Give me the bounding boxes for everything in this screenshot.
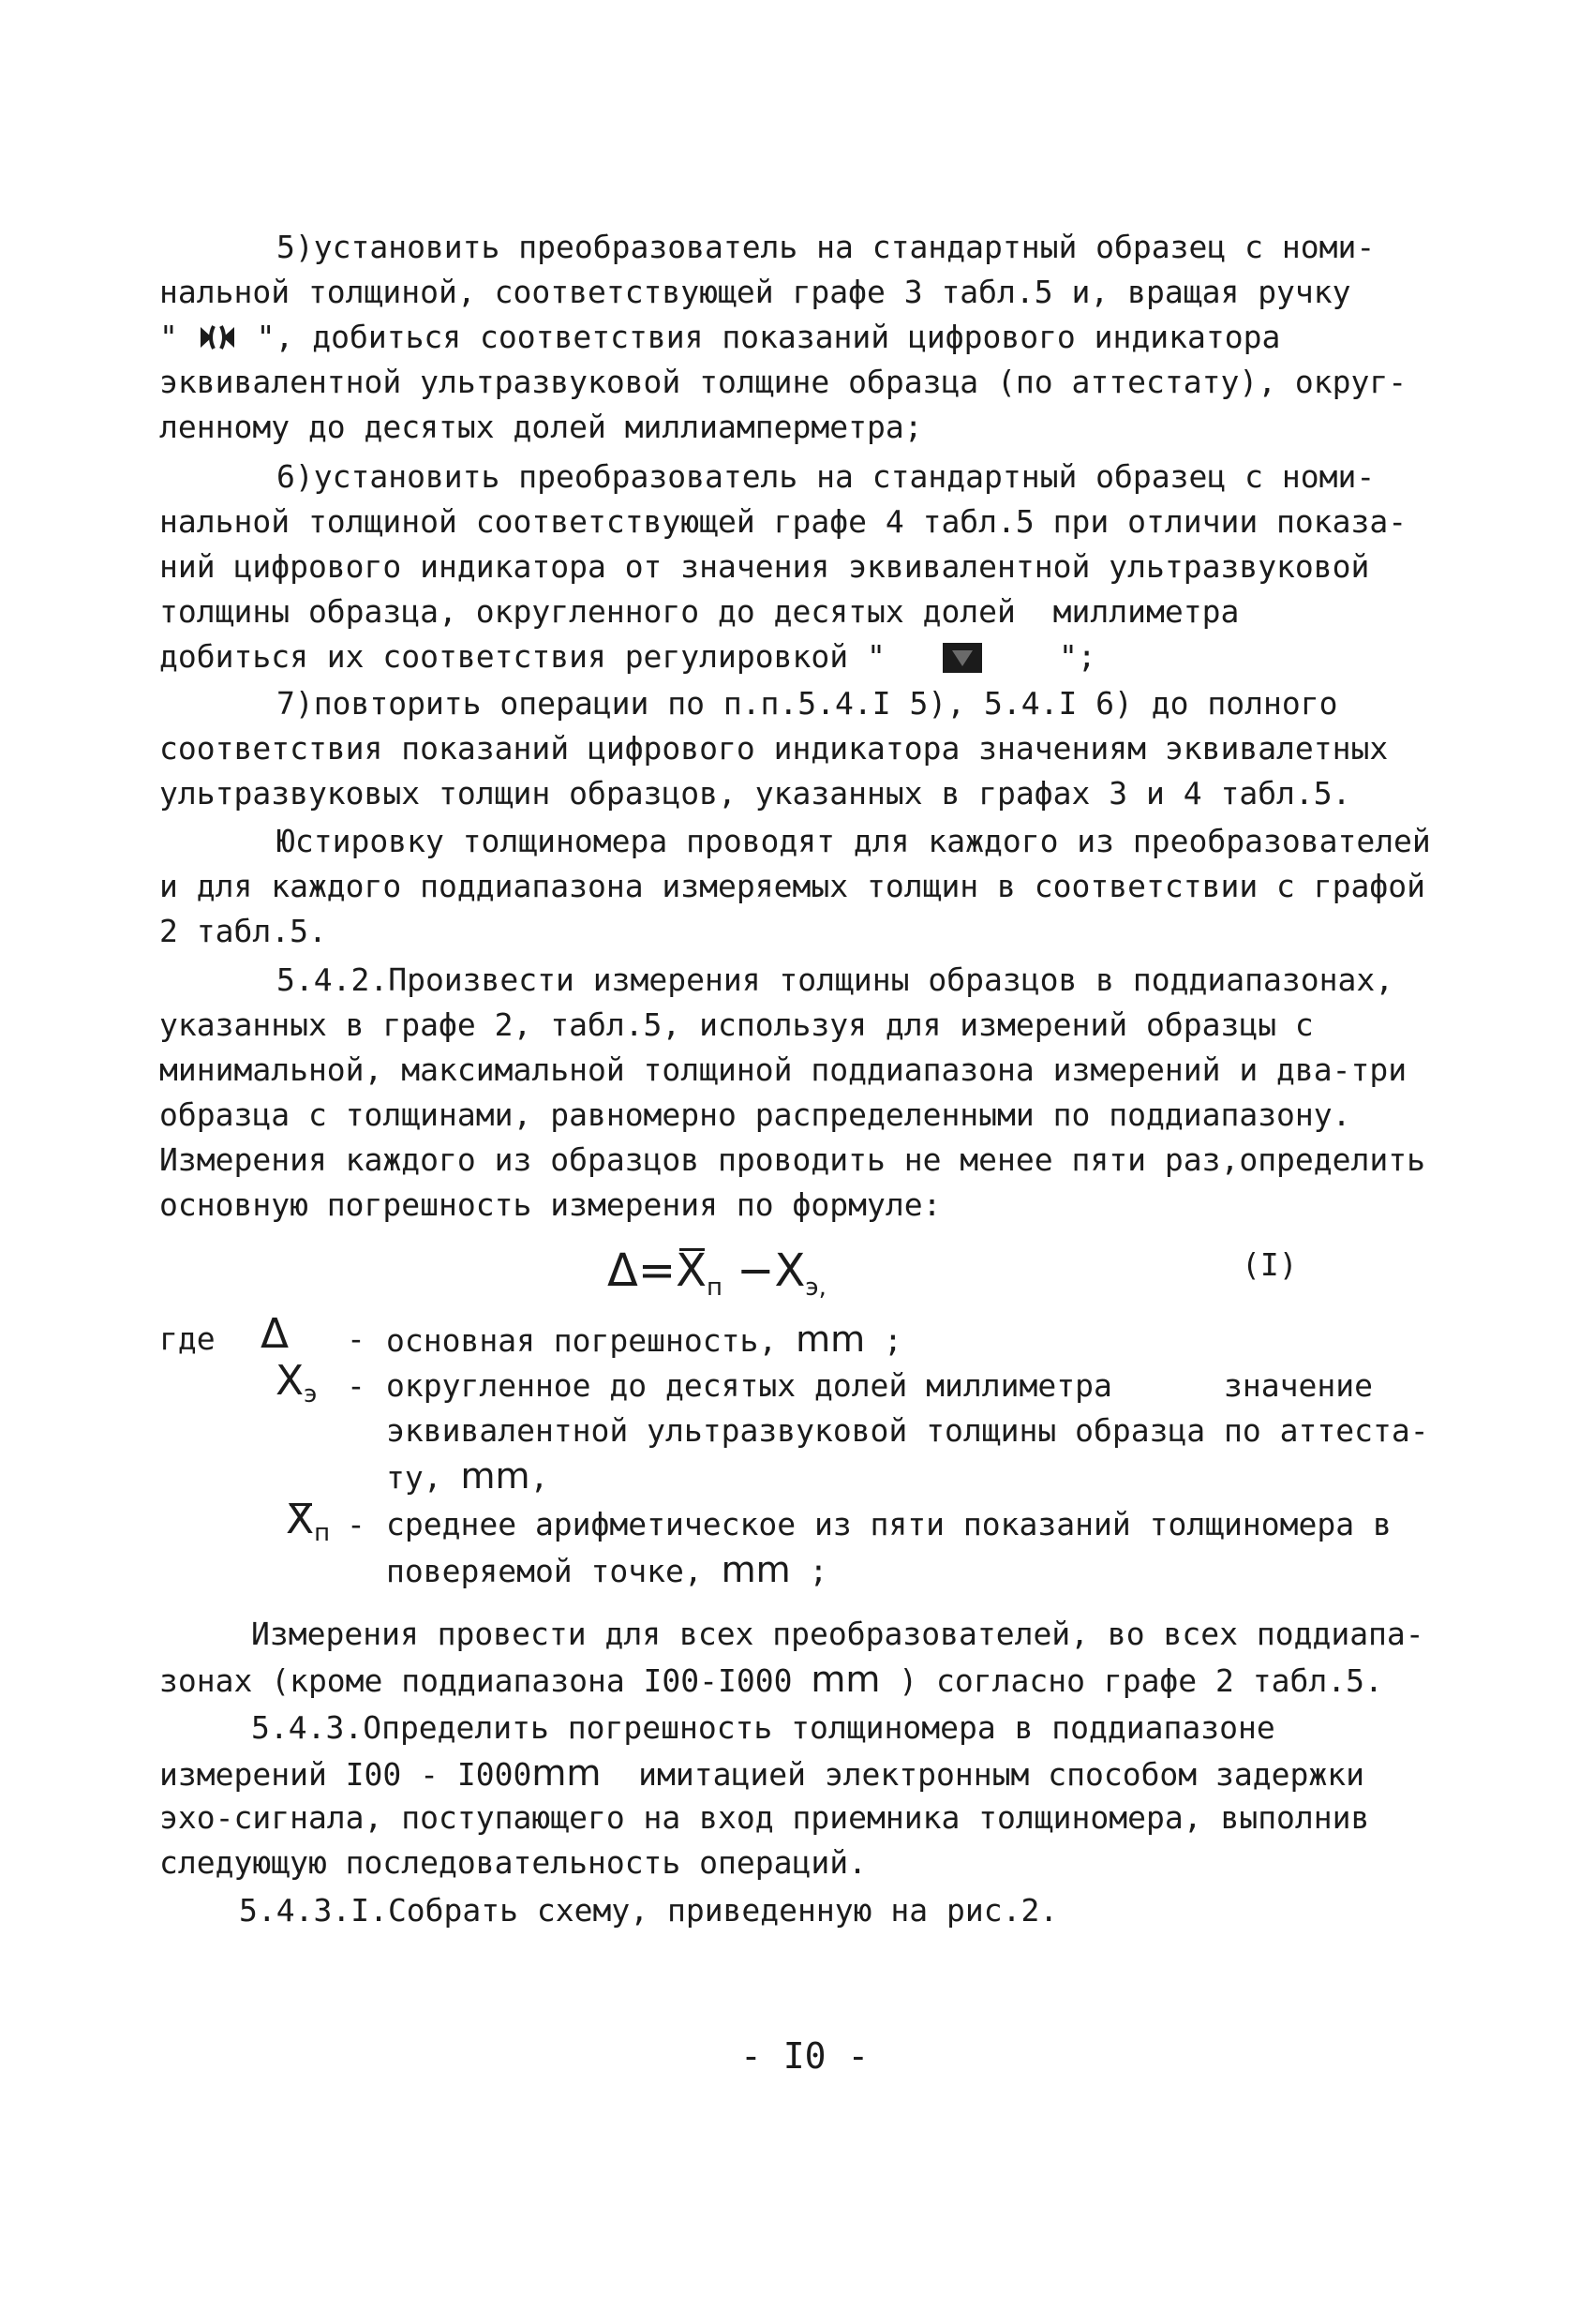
text-line: основную погрешность измерения по формуле: — [159, 1186, 942, 1223]
definition-xe-line: эквивалентной ультразвуковой толщины образца по аттеста- — [386, 1412, 1429, 1449]
where-word: где — [159, 1320, 216, 1357]
text-line: зонах (кроме поддиапазона I00-I000 mm ) согласно графе 2 табл.5. — [159, 1659, 1383, 1700]
text-line: 6)установить преобразователь на стандартный образец с номи- — [276, 458, 1376, 495]
formula: $\Delta=X_п -X_{э,}$ — [607, 1244, 827, 1302]
quote-mark: " — [159, 319, 178, 355]
knob-icon — [197, 321, 238, 353]
page-number: - I0 - — [740, 2035, 870, 2077]
text-line: измерений I00 - I000mm имитацией электронным способом задержки — [159, 1752, 1364, 1794]
delta-symbol: Δ — [261, 1310, 290, 1358]
text-line: добиться их соответствия регулировкой " "; — [159, 638, 1096, 675]
text-line: следующую последовательность операций. — [159, 1844, 867, 1881]
text-line: ленному до десятых долей миллиамперметра; — [159, 409, 923, 445]
definition-dash: - — [347, 1506, 365, 1542]
text-line: ультразвуковых толщин образцов, указанных в графах 3 и 4 табл.5. — [159, 775, 1351, 812]
x-e-symbol: $X_э$ — [276, 1357, 318, 1408]
text-line: эквивалентной ультразвуковой толщине образца (по аттестату), округ- — [159, 364, 1408, 400]
text-line: 5.4.3.I.Собрать схему, приведенную на рис.2. — [239, 1892, 1059, 1929]
definition-xe-line: округленное до десятых долей миллиметра значение — [386, 1367, 1373, 1404]
text-line: эхо-сигнала, поступающего на вход приемника толщиномера, выполнив — [159, 1799, 1370, 1836]
delta-symbol: Δ — [607, 1244, 638, 1297]
text-line: толщины образца, округленного до десятых долей миллиметра — [159, 593, 1240, 630]
definition-dash: - — [347, 1367, 365, 1404]
text-line: нальной толщиной соответствующей графе 4 табл.5 при отличии показа- — [159, 503, 1408, 540]
equation-number: (I) — [1242, 1246, 1298, 1283]
adjustment-box-icon — [941, 641, 984, 675]
definition-xn-line: поверяемой точке, mm ; — [386, 1549, 828, 1590]
x-n-symbol: $X_п$ — [286, 1496, 331, 1547]
text-line: 5)установить преобразователь на стандартный образец с номи- — [276, 229, 1376, 265]
text-line: 7)повторить операции по п.п.5.4.I 5), 5.4.I 6) до полного — [276, 685, 1338, 722]
text-line: и для каждого поддиапазона измеряемых толщин в соответствии с графой — [159, 868, 1426, 904]
definition-xn-line: среднее арифметическое из пяти показаний толщиномера в — [386, 1506, 1392, 1542]
text-line: Юстировку толщиномера проводят для каждого из преобразователей — [276, 823, 1431, 859]
text-line: ний цифрового индикатора от значения эквивалентной ультразвуковой — [159, 548, 1370, 585]
definition-dash: - — [347, 1320, 365, 1357]
text-line: Измерения каждого из образцов проводить не менее пяти раз,определить — [159, 1141, 1426, 1178]
mean-x-symbol: X — [676, 1244, 707, 1297]
text-line: " ", добиться соответствия показаний цифрового индикатора — [159, 319, 1281, 355]
text-line: соответствия показаний цифрового индикатора значениям эквивалетных — [159, 730, 1389, 767]
text-line: образца с толщинами, равномерно распределенными по поддиапазону. — [159, 1096, 1351, 1133]
text-line: указанных в графе 2, табл.5, используя для измерений образцы с — [159, 1006, 1314, 1043]
text-line: 5.4.3.Определить погрешность толщиномера в поддиапазоне — [251, 1709, 1275, 1746]
definition-xe-line: ту, mm, — [386, 1455, 549, 1497]
text-line: нальной толщиной, соответствующей графе 3 табл.5 и, вращая ручку — [159, 274, 1351, 310]
text-line: 5.4.2.Произвести измерения толщины образцов в поддиапазонах, — [276, 961, 1394, 998]
text-line: Измерения провести для всех преобразователей, во всех поддиапа- — [251, 1616, 1424, 1652]
definition-delta: основная погрешность, mm ; — [386, 1318, 902, 1360]
text-line: минимальной, максимальной толщиной поддиапазона измерений и два-три — [159, 1051, 1408, 1088]
text-line: 2 табл.5. — [159, 913, 327, 949]
